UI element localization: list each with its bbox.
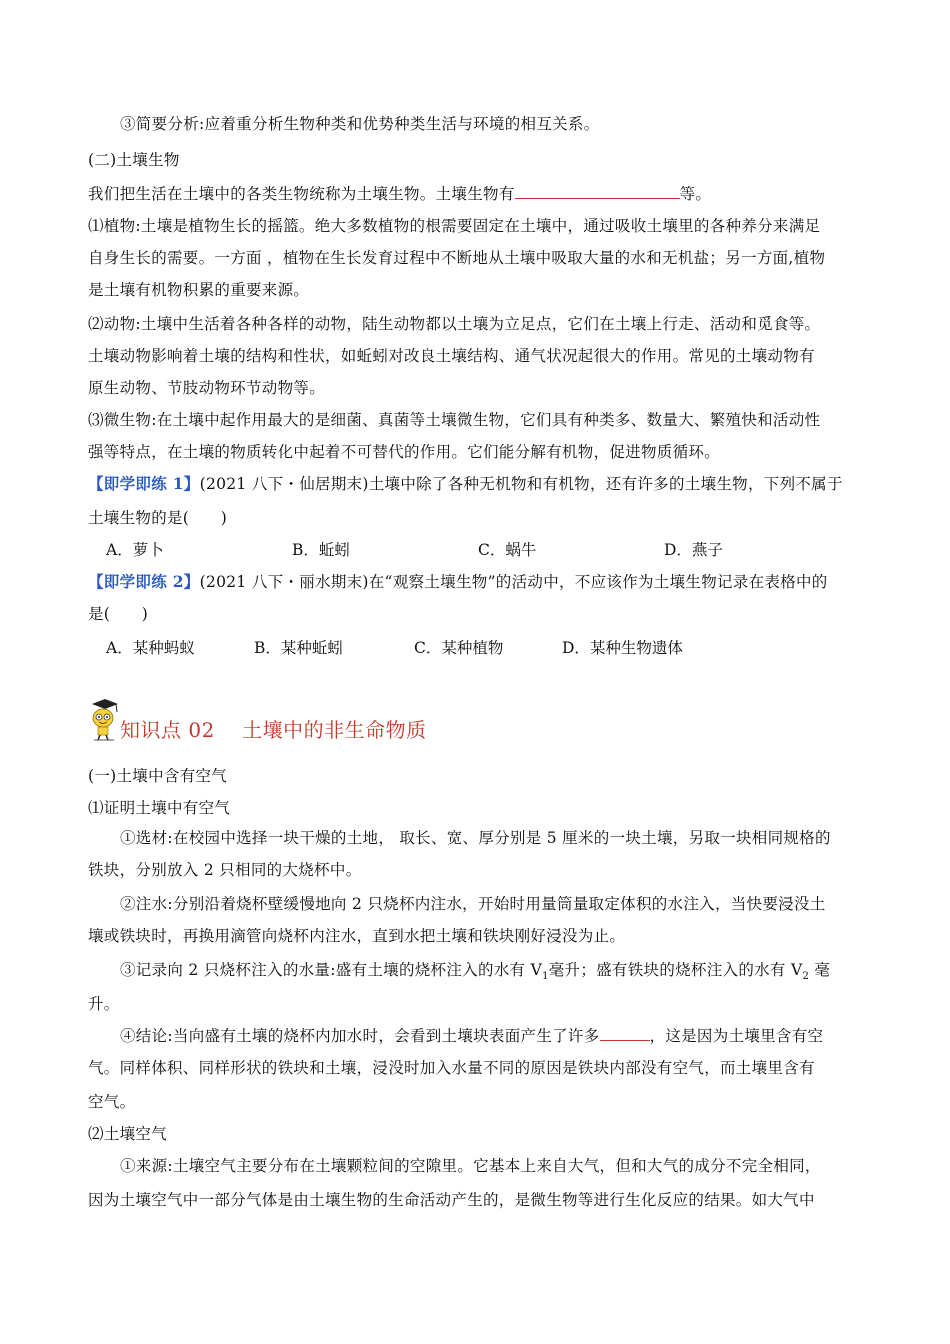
paragraph-line: ①来源:土壤空气主要分布在土壤颗粒间的空隙里。它基本上来自大气，但和大气的成分不完全相同，	[120, 1157, 821, 1175]
paragraph-line: 是( )	[88, 605, 149, 623]
doctor-cartoon-icon	[88, 698, 122, 742]
text-span: ④结论:当向盛有土壤的烧杯内加水时，会看到土壤块表面产生了许多	[120, 1027, 600, 1045]
option-a: A．萝卜	[106, 541, 164, 559]
paragraph-line: 土壤生物的是( )	[88, 509, 228, 527]
exercise-tag: 【即学即练 2】	[88, 572, 200, 591]
paragraph-line	[120, 960, 866, 987]
paragraph-line: ⑵土壤空气	[88, 1125, 168, 1143]
exercise-1-question	[88, 474, 866, 494]
paragraph-line: 气。同样体积、同样形状的铁块和土壤，浸没时加入水量不同的原因是铁块内部没有空气，而土壤里含有	[88, 1059, 815, 1077]
section-subtitle: (二)土壤生物	[88, 151, 180, 169]
paragraph-line: 铁块，分别放入 2 只相同的大烧杯中。	[88, 861, 362, 879]
subscript: 2	[802, 971, 810, 983]
paragraph-line	[120, 1026, 866, 1046]
paragraph-line: 自身生长的需要。一方面 ，植物在生长发育过程中不断地从土壤中吸取大量的水和无机盐；另一方面,植物	[88, 249, 826, 267]
paragraph-line: 强等特点，在土壤的物质转化中起着不可替代的作用。它们能分解有机物，促进物质循环。	[88, 443, 721, 461]
paragraph-line: ①选材:在校园中选择一块干燥的土地， 取长、宽、厚分别是 5 厘米的一块土壤，另取一块相同规格的	[120, 829, 831, 847]
paragraph-line: ⑶微生物:在土壤中起作用最大的是细菌、真菌等土壤微生物，它们具有种类多、数量大、繁殖快和活动性	[88, 411, 821, 429]
option-c: C．某种植物	[414, 639, 504, 657]
text-span: 我们把生活在土壤中的各类生物统称为土壤生物。土壤生物有	[88, 185, 515, 203]
fill-blank	[515, 184, 680, 199]
option-d: D．燕子	[664, 541, 723, 559]
option-c: C．蜗牛	[478, 541, 537, 559]
paragraph-line: 是土壤有机物积累的重要来源。	[88, 281, 310, 299]
section-heading	[88, 698, 588, 742]
paragraph-line: ②注水:分别沿着烧杯壁缓慢地向 2 只烧杯内注水，开始时用量筒量取定体积的水注入，当快要浸没土	[120, 895, 826, 913]
paragraph-line: 壤或铁块时，再换用滴管向烧杯内注水，直到水把土壤和铁块刚好浸没为止。	[88, 927, 626, 945]
text-span: 等。	[679, 185, 712, 203]
paragraph-line: 土壤动物影响着土壤的结构和性状，如蚯蚓对改良土壤结构、通气状况起很大的作用。常见的土壤动物有	[88, 347, 815, 365]
text-span: (2021 八下・丽水期末)在“观察土壤生物”的活动中，不应该作为土壤生物记录在表格中的	[199, 573, 828, 591]
paragraph-line: ⑴植物:土壤是植物生长的摇篮。绝大多数植物的根需要固定在土壤中，通过吸收土壤里的各种养分来满足	[88, 217, 821, 235]
text-span: 毫升；盛有铁块的烧杯注入的水有 V	[548, 961, 803, 979]
option-d: D．某种生物遗体	[562, 639, 683, 657]
paragraph-line: 空气。	[88, 1093, 136, 1111]
paragraph-line: ③简要分析:应着重分析生物种类和优势种类生活与环境的相互关系。	[120, 115, 600, 133]
option-b: B．某种蚯蚓	[254, 639, 343, 657]
exercise-2-question	[88, 572, 866, 592]
paragraph-line: ⑵动物:土壤中生活着各种各样的动物，陆生动物都以土壤为立足点，它们在土壤上行走、活动和觅食等。	[88, 315, 821, 333]
paragraph-line: 原生动物、节肢动物环节动物等。	[88, 379, 326, 397]
paragraph-line: 因为土壤空气中一部分气体是由土壤生物的生命活动产生的，是微生物等进行生化反应的结果。如大气中	[88, 1191, 815, 1209]
text-span: 毫	[809, 961, 831, 979]
subscript: 1	[542, 971, 549, 983]
fill-blank	[600, 1026, 650, 1041]
paragraph-line: 升。	[88, 995, 120, 1013]
exercise-tag: 【即学即练 1】	[88, 474, 200, 493]
text-span: ③记录向 2 只烧杯注入的水量:盛有土壤的烧杯注入的水有 V	[120, 961, 543, 979]
option-b: B．蚯蚓	[292, 541, 350, 559]
paragraph-line	[88, 184, 866, 204]
option-a: A．某种蚂蚁	[106, 639, 195, 657]
text-span: ，这是因为土壤里含有空	[649, 1027, 824, 1045]
paragraph-line: ⑴证明土壤中有空气	[88, 799, 231, 817]
section-heading-title: 知识点 02 土壤中的非生命物质	[120, 718, 427, 742]
section-subtitle: (一)土壤中含有空气	[88, 767, 228, 785]
text-span: (2021 八下・仙居期末)土壤中除了各种无机物和有机物，还有许多的土壤生物，下列不属于	[199, 475, 843, 493]
